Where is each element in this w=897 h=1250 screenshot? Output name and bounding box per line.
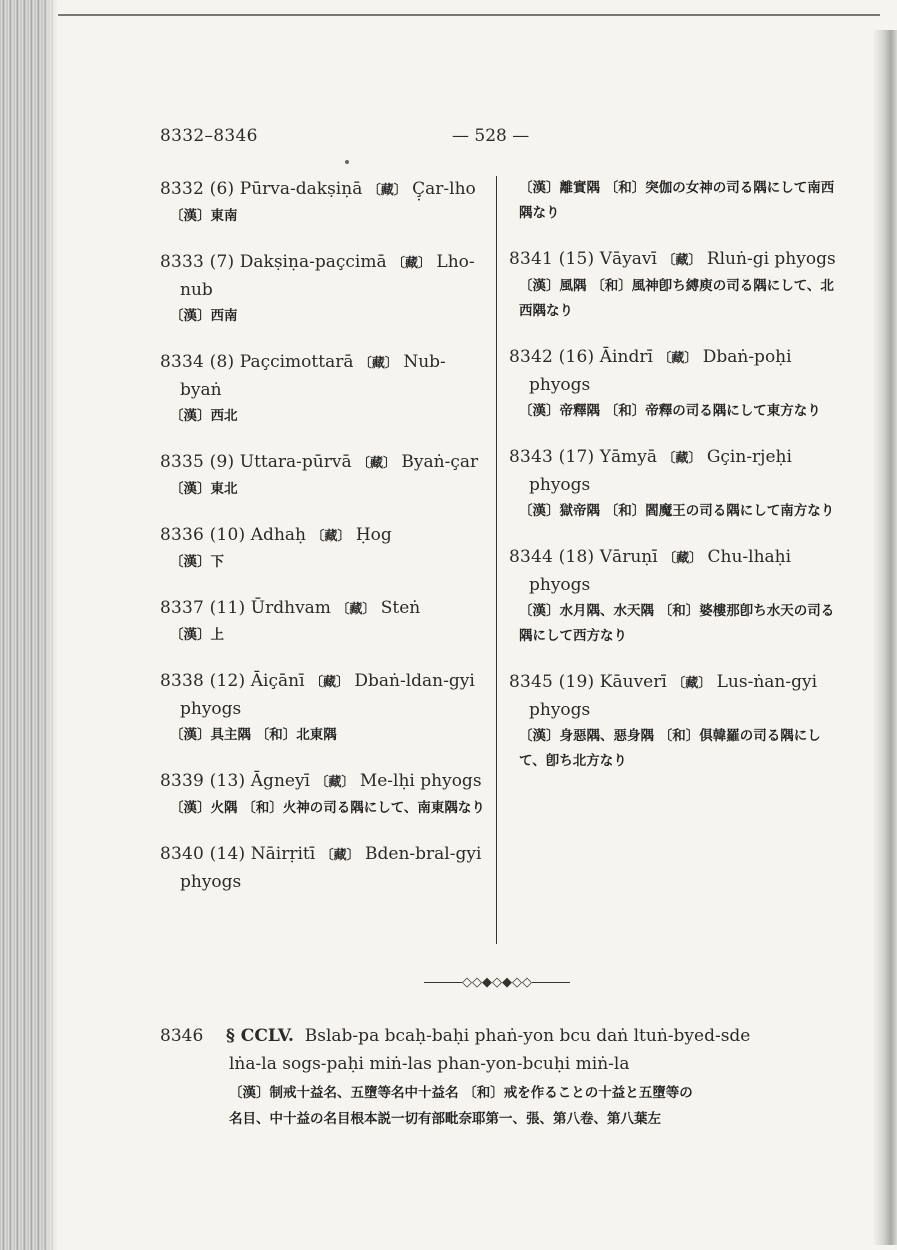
tibetan-term: Lus-ṅan-gyi phyogs [529, 672, 818, 720]
tibetan-term: Dbaṅ-poḥi phyogs [529, 347, 792, 395]
tibetan-term: Lho-nub [180, 252, 475, 300]
entry-number: 8332 (6) [160, 179, 235, 199]
sanskrit-term: Āindrī [599, 347, 653, 367]
section-label: § CCLV. [226, 1026, 294, 1046]
sanskrit-term: Kāuverī [599, 672, 667, 692]
entry-number: 8345 (19) [509, 672, 595, 692]
entry-number: 8335 (9) [160, 452, 235, 472]
entry-number: 8344 (18) [509, 547, 595, 567]
sanskrit-term: Nāirṛitī [250, 844, 316, 864]
entry-number: 8341 (15) [509, 249, 595, 269]
tibetan-label: 〔藏〕 [336, 602, 376, 617]
section-entry [160, 1022, 840, 1132]
entry-range: 8332–8346 [160, 126, 258, 146]
dictionary-entry [160, 668, 485, 748]
tibetan-term: Rluṅ-gi phyogs [706, 249, 836, 269]
dictionary-entry [509, 444, 837, 524]
section-cjk-2: 名目、中十益の名目根本説一切有部毗奈耶第一、張、第八卷、第八葉左 [229, 1111, 661, 1127]
page-number: — 528 — [452, 126, 530, 146]
entry-head [160, 449, 485, 477]
cjk-gloss: 〔漢〕西北 [170, 408, 238, 424]
tibetan-term: Me-lḥi phyogs [359, 771, 482, 791]
cjk-gloss: 〔漢〕帝釋隅 〔和〕帝釋の司る隅にして東方なり [519, 403, 821, 419]
cjk-gloss: 〔漢〕東北 [170, 481, 238, 497]
tibetan-term: Steṅ [380, 598, 421, 618]
section-heading [160, 1022, 840, 1050]
cjk-gloss: 〔漢〕具主隅 〔和〕北東隅 [170, 727, 337, 743]
tibetan-label: 〔藏〕 [663, 551, 703, 566]
cjk-gloss: 〔漢〕上 [170, 627, 224, 643]
cjk-gloss: 〔漢〕東南 [170, 208, 238, 224]
sanskrit-term: Ūrdhvam [250, 598, 331, 618]
dictionary-entry [160, 249, 485, 329]
entry-head [160, 668, 485, 723]
tibetan-term: Ḥog [355, 525, 392, 545]
entry-head [509, 246, 837, 274]
entry-head [509, 444, 837, 499]
entry-head [509, 669, 837, 724]
tibetan-label: 〔藏〕 [320, 848, 360, 863]
dictionary-entry [509, 246, 837, 324]
tibetan-term: Ç̣ar-lho [412, 179, 476, 199]
entry-number: 8340 (14) [160, 844, 246, 864]
dictionary-entry [509, 176, 837, 226]
tibetan-label: 〔藏〕 [658, 351, 698, 366]
dictionary-entry [509, 344, 837, 424]
entry-head [160, 768, 485, 796]
right-column [509, 176, 837, 794]
entry-head [160, 595, 485, 623]
tibetan-label: 〔藏〕 [391, 256, 431, 271]
sanskrit-term: Adhaḥ [250, 525, 306, 545]
tibetan-label: 〔藏〕 [662, 451, 702, 466]
column-divider [496, 176, 497, 944]
cjk-gloss: 〔漢〕身惡隅、惡身隅 〔和〕俱韓羅の司る隅にして、卽ち北方なり [519, 728, 821, 769]
dictionary-entry [160, 595, 485, 648]
dictionary-entry [509, 544, 837, 649]
entry-number: 8339 (13) [160, 771, 246, 791]
cjk-gloss: 〔漢〕水月隅、水天隅 〔和〕婆樓那卽ち水天の司る隅にして西方なり [519, 603, 835, 644]
sanskrit-term: Vāruṇī [599, 547, 658, 567]
dictionary-entry [509, 669, 837, 774]
entry-number: 8336 (10) [160, 525, 246, 545]
entry-head [160, 841, 485, 896]
tibetan-label: 〔藏〕 [367, 183, 407, 198]
tibetan-term: Gçin-rjeḥi phyogs [529, 447, 792, 495]
sanskrit-term: Vāyavī [599, 249, 657, 269]
book-gutter-left [0, 0, 58, 1250]
page-top-edge [20, 14, 880, 16]
dictionary-entry [160, 768, 485, 821]
tibetan-term: Chu-lhaḥi phyogs [529, 547, 792, 595]
tibetan-label: 〔藏〕 [311, 529, 351, 544]
cjk-gloss: 〔漢〕離實隅 〔和〕突伽の女神の司る隅にして南西隅なり [519, 180, 835, 221]
sanskrit-term: Paçcimottarā [239, 352, 354, 372]
tibetan-term: Nub-byaṅ [180, 352, 446, 400]
entry-number: 8337 (11) [160, 598, 246, 618]
entry-head [160, 176, 485, 204]
entry-number: 8346 [160, 1026, 204, 1046]
cjk-gloss: 〔漢〕西南 [170, 308, 238, 324]
section-cjk-1: 〔漢〕制戒十益名、五墮等名中十益名 〔和〕戒を作ることの十益と五墮等の [229, 1085, 693, 1101]
tibetan-label: 〔藏〕 [672, 676, 712, 691]
entry-number: 8338 (12) [160, 671, 246, 691]
entry-head [160, 249, 485, 304]
tibetan-term: Byaṅ-çar [401, 452, 479, 472]
ink-speck [345, 160, 349, 164]
sanskrit-term: Āgneyī [250, 771, 310, 791]
sanskrit-term: Āiçānī [250, 671, 305, 691]
dictionary-entry [160, 522, 485, 575]
entry-head [509, 544, 837, 599]
section-line-1: Bslab-pa bcaḥ-baḥi phaṅ-yon bcu daṅ ltuṅ-byed-sde [304, 1026, 751, 1046]
tibetan-term: Bden-bral-gyi phyogs [180, 844, 482, 892]
tibetan-term: Dbaṅ-ldan-gyi phyogs [180, 671, 475, 719]
entry-head [509, 344, 837, 399]
sanskrit-term: Dakṣiṇa-paçcimā [239, 252, 387, 272]
tibetan-label: 〔藏〕 [315, 775, 355, 790]
cjk-gloss: 〔漢〕獄帝隅 〔和〕閻魔王の司る隅にして南方なり [519, 503, 835, 519]
sanskrit-term: Uttara-pūrvā [239, 452, 352, 472]
entry-head [160, 522, 485, 550]
tibetan-label: 〔藏〕 [309, 675, 349, 690]
entry-number: 8342 (16) [509, 347, 595, 367]
entry-head [160, 349, 485, 404]
cjk-gloss: 〔漢〕下 [170, 554, 224, 570]
dictionary-entry [160, 449, 485, 502]
section-ornament: ◇◇◆◇◆◇◇ [412, 975, 582, 990]
dictionary-entry [160, 176, 485, 229]
entry-number: 8334 (8) [160, 352, 235, 372]
dictionary-entry [160, 349, 485, 429]
sanskrit-term: Yāmyā [599, 447, 657, 467]
left-column [160, 176, 485, 916]
entry-number: 8333 (7) [160, 252, 235, 272]
tibetan-label: 〔藏〕 [662, 253, 702, 268]
cjk-gloss: 〔漢〕風隅 〔和〕風神卽ち縛庾の司る隅にして、北西隅なり [519, 278, 834, 319]
section-line-2: lṅa-la sogs-paḥi miṅ-las phan-yon-bcuḥi miṅ-la [229, 1054, 630, 1074]
tibetan-label: 〔藏〕 [357, 456, 397, 471]
entry-number: 8343 (17) [509, 447, 595, 467]
book-edge-right [873, 30, 897, 1245]
cjk-gloss: 〔漢〕火隅 〔和〕火神の司る隅にして、南東隅なり [170, 800, 485, 816]
tibetan-label: 〔藏〕 [358, 356, 398, 371]
dictionary-entry [160, 841, 485, 896]
sanskrit-term: Pūrva-dakṣiṇā [239, 179, 363, 199]
